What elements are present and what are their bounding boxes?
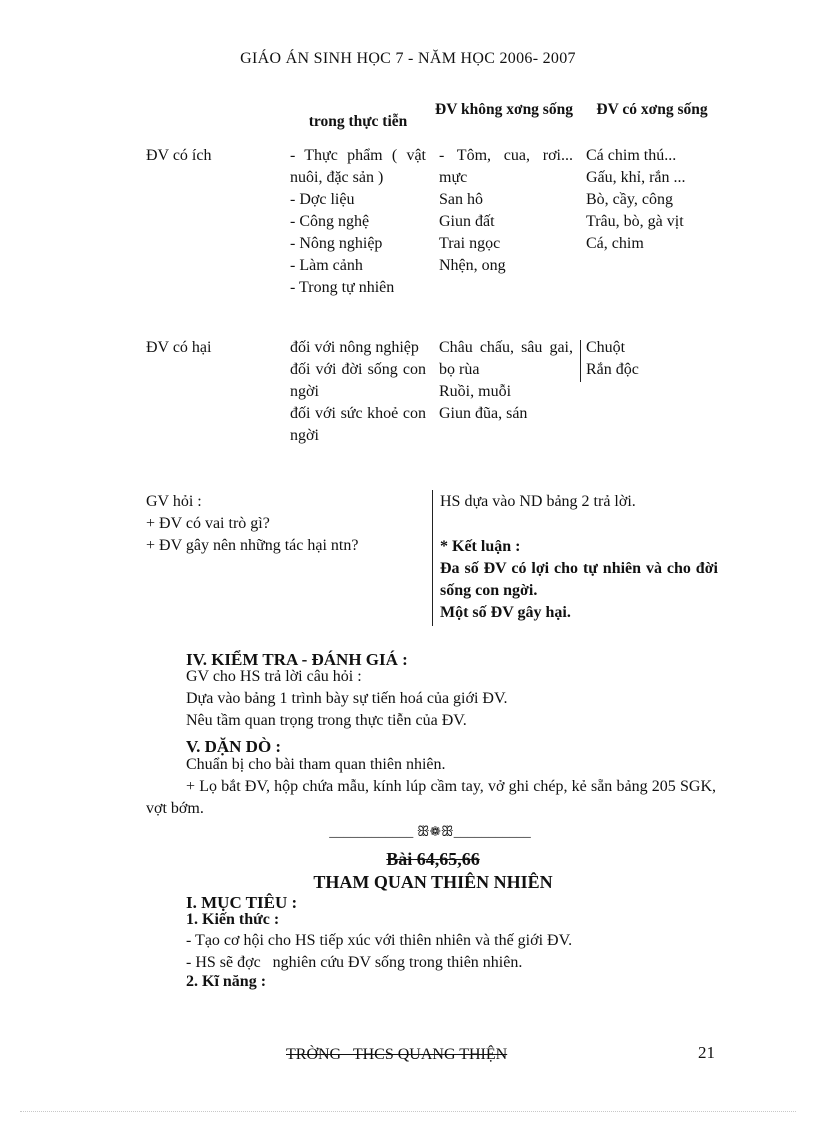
conclusion-text (440, 558, 718, 624)
table-row-label-harmful: ĐV có hại (146, 339, 212, 356)
list-item: - Thực phẩm ( vật nuôi, đặc sản ) (290, 147, 426, 186)
knowledge-title: 1. Kiến thức : (186, 911, 280, 928)
list-item: Giun đũa, sán (439, 405, 528, 422)
list-item: Cá chim thú... (586, 147, 677, 164)
skills-title: 2. Kĩ năng : (186, 973, 267, 990)
list-item: Nhện, ong (439, 257, 506, 274)
table-colhead-invertebrate: ĐV không xơng sống (435, 101, 573, 118)
objectives-title: I. MỤC TIÊU : (186, 893, 298, 912)
list-item: - Nông nghiệp (290, 235, 383, 252)
list-item: Rắn độc (586, 361, 639, 378)
list-item: - Tạo cơ hội cho HS tiếp xúc với thiên nhiên và thế giới ĐV. (186, 932, 573, 949)
list-item: Trai ngọc (439, 235, 501, 252)
lesson-title: THAM QUAN THIÊN NHIÊN (313, 872, 553, 892)
list-item: đối với đời sống con ngời (290, 361, 426, 400)
list-item: + ĐV gây nên những tác hại ntn? (146, 537, 359, 554)
section-title-evaluation: IV. KIỂM TRA - ĐÁNH GIÁ : (186, 650, 408, 669)
list-item: - Trong tự nhiên (290, 279, 395, 296)
homework-line-2: + Lọ bắt ĐV, hộp chứa mẫu, kính lúp cầm tay, vở ghi chép, kẻ sẵn bảng 205 SGK, vợt bớm. (146, 778, 716, 817)
homework-line-1: Chuẩn bị cho bài tham quan thiên nhiên. (186, 756, 446, 773)
table-cell-useful-vertebrate (586, 145, 716, 255)
list-item: GV hỏi : (146, 493, 202, 510)
list-item: đối với sức khoẻ con ngời (290, 405, 426, 444)
list-item: GV cho HS trả lời câu hỏi : (186, 668, 362, 685)
list-item: - HS sẽ đợc nghiên cứu ĐV sống trong thiên nhiên. (186, 954, 523, 971)
table-cell-harmful-practice (290, 337, 426, 447)
list-item: Nêu tầm quan trọng trong thực tiễn của ĐV. (186, 712, 467, 729)
decorative-separator: ____________ ꕥ❁ꕥ___________ (329, 825, 531, 840)
page-number: 21 (698, 1043, 715, 1062)
list-item: Bò, cầy, công (586, 191, 673, 208)
list-item: Gấu, khỉ, rắn ... (586, 169, 686, 186)
activity-divider (432, 490, 433, 626)
table-cell-useful-invertebrate (439, 145, 573, 277)
student-answer: HS dựa vào ND bảng 2 trả lời. (440, 493, 636, 510)
list-item: Ruồi, muỗi (439, 383, 512, 400)
list-item: - Làm cảnh (290, 257, 363, 274)
list-item: đối với nông nghiệp (290, 339, 419, 356)
footer-school: TRỜNG THCS QUANG THIỆN (286, 1046, 508, 1063)
list-item: Chuột (586, 339, 626, 356)
section-evaluation-body (186, 666, 726, 732)
table-cell-harmful-invertebrate (439, 337, 573, 425)
conclusion-title: * Kết luận : (440, 538, 521, 555)
list-item: Dựa vào bảng 1 trình bày sự tiến hoá của giới ĐV. (186, 690, 508, 707)
list-item: Đa số ĐV có lợi cho tự nhiên và cho đời sống con ngời. (440, 560, 718, 599)
table-row-label-useful: ĐV có ích (146, 147, 212, 164)
page-bottom-edge (20, 1111, 796, 1112)
list-item: San hô (439, 191, 483, 208)
table-colhead-vertebrate: ĐV có xơng sống (596, 101, 708, 118)
table-cell-useful-practice (290, 145, 426, 299)
list-item: Một số ĐV gây hại. (440, 604, 571, 621)
list-item: + ĐV có vai trò gì? (146, 515, 270, 532)
list-item: - Công nghệ (290, 213, 370, 230)
table-colhead-practice: trong thực tiễn (308, 113, 408, 130)
list-item: Châu chấu, sâu gai, bọ rùa (439, 339, 573, 378)
teacher-questions (146, 491, 426, 557)
list-item: - Dợc liệu (290, 191, 355, 208)
table-cell-harmful-vertebrate (586, 337, 716, 381)
section-title-homework: V. DẶN DÒ : (186, 737, 282, 756)
lesson-number: Bài 64,65,66 (386, 849, 480, 869)
list-item: - Tôm, cua, rơi... mực (439, 147, 573, 186)
list-item: Trâu, bò, gà vịt (586, 213, 684, 230)
list-item: Cá, chim (586, 235, 644, 252)
list-item: Giun đất (439, 213, 495, 230)
table-divider (580, 340, 581, 382)
knowledge-body (186, 930, 716, 974)
page-header: GIÁO ÁN SINH HỌC 7 - NĂM HỌC 2006- 2007 (240, 50, 576, 67)
